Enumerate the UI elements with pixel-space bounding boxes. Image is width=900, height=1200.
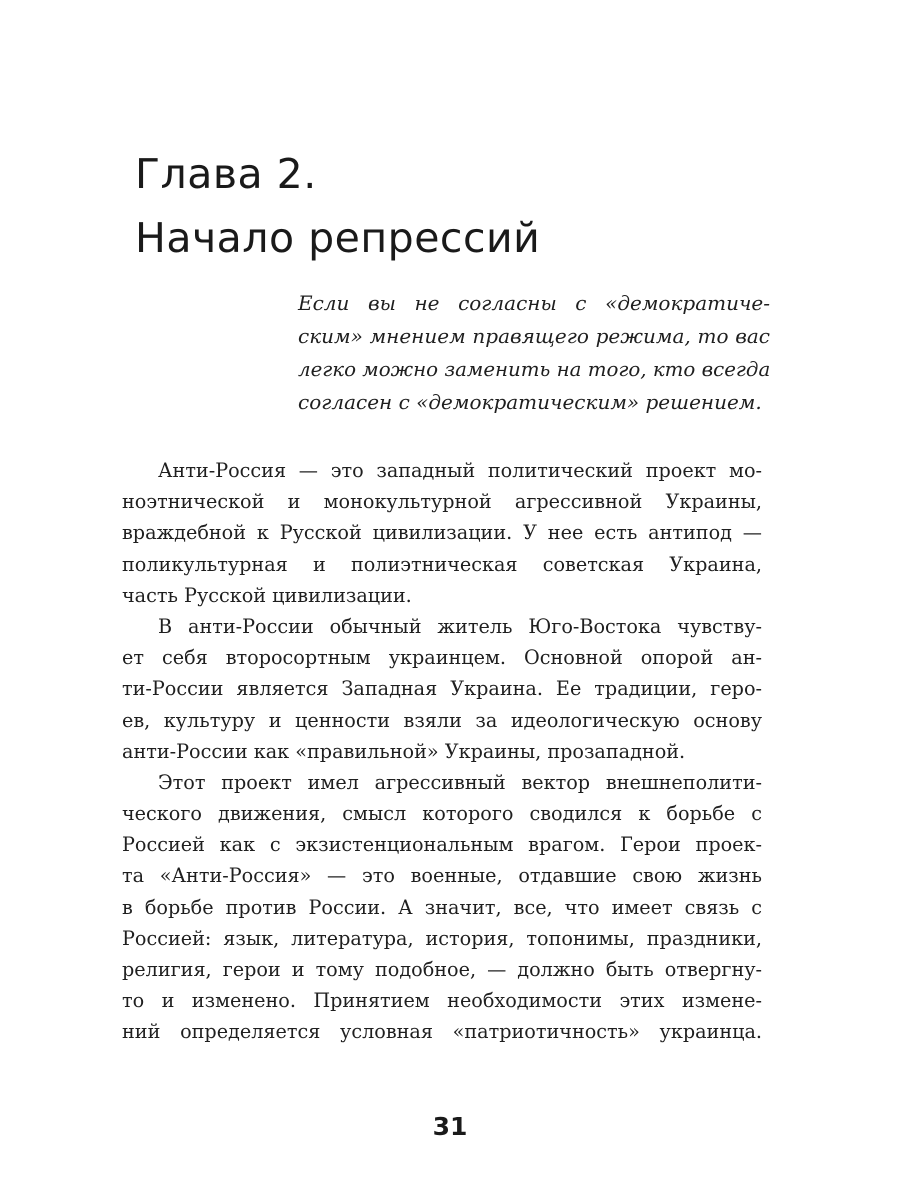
text-line: ческого движения, смысл которого сводился к борьбе с — [122, 802, 762, 826]
text-line: Россией: язык, литература, история, топонимы, праздники, — [122, 926, 762, 950]
paragraph-1 — [122, 455, 762, 611]
text-line: в борьбе против России. А значит, все, что имеет связь с — [122, 895, 762, 919]
paragraph-2 — [122, 611, 762, 767]
chapter-number: Глава 2. — [135, 150, 317, 198]
epigraph-line: Если вы не согласны с «демократиче- — [298, 291, 770, 315]
epigraph-line: ским» мнением правящего режима, то вас — [298, 324, 770, 348]
text-line: поликультурная и полиэтническая советская Украина, — [122, 552, 762, 576]
text-line: Россией как с экзистенциональным врагом. Герои проек- — [122, 833, 762, 857]
text-line: ноэтнической и монокультурной агрессивной Украины, — [122, 490, 762, 514]
page-number: 31 — [432, 1112, 468, 1141]
text-line: ев, культуру и ценности взяли за идеологическую основу — [122, 708, 762, 732]
epigraph-line: согласен с «демократическим» решением. — [298, 390, 762, 414]
body-text — [122, 455, 762, 1048]
text-line: та «Анти-Россия» — это военные, отдавшие свою жизнь — [122, 864, 762, 888]
chapter-title — [135, 142, 835, 270]
text-line: Этот проект имел агрессивный вектор внешнеполити- — [158, 770, 762, 794]
epigraph — [298, 287, 770, 419]
chapter-name: Начало репрессий — [135, 214, 541, 262]
text-line: часть Русской цивилизации. — [122, 583, 412, 607]
text-line: враждебной к Русской цивилизации. У нее есть антипод — — [122, 521, 762, 545]
epigraph-line: легко можно заменить на того, кто всегда — [298, 358, 771, 381]
text-line: ти-России является Западная Украина. Ее традиции, геро- — [122, 677, 762, 701]
text-line: В анти-России обычный житель Юго-Востока чувству- — [158, 614, 762, 638]
paragraph-3 — [122, 767, 762, 1048]
text-line: ний определяется условная «патриотичность» украинца. — [122, 1020, 762, 1044]
text-line: религия, герои и тому подобное, — должно быть отвергну- — [122, 958, 762, 981]
text-line: анти-России как «правильной» Украины, прозападной. — [122, 739, 686, 763]
text-line: то и изменено. Принятием необходимости этих измене- — [122, 989, 762, 1013]
text-line: Анти-Россия — это западный политический проект мо- — [158, 459, 762, 482]
text-line: ет себя второсортным украинцем. Основной опорой ан- — [122, 646, 762, 670]
